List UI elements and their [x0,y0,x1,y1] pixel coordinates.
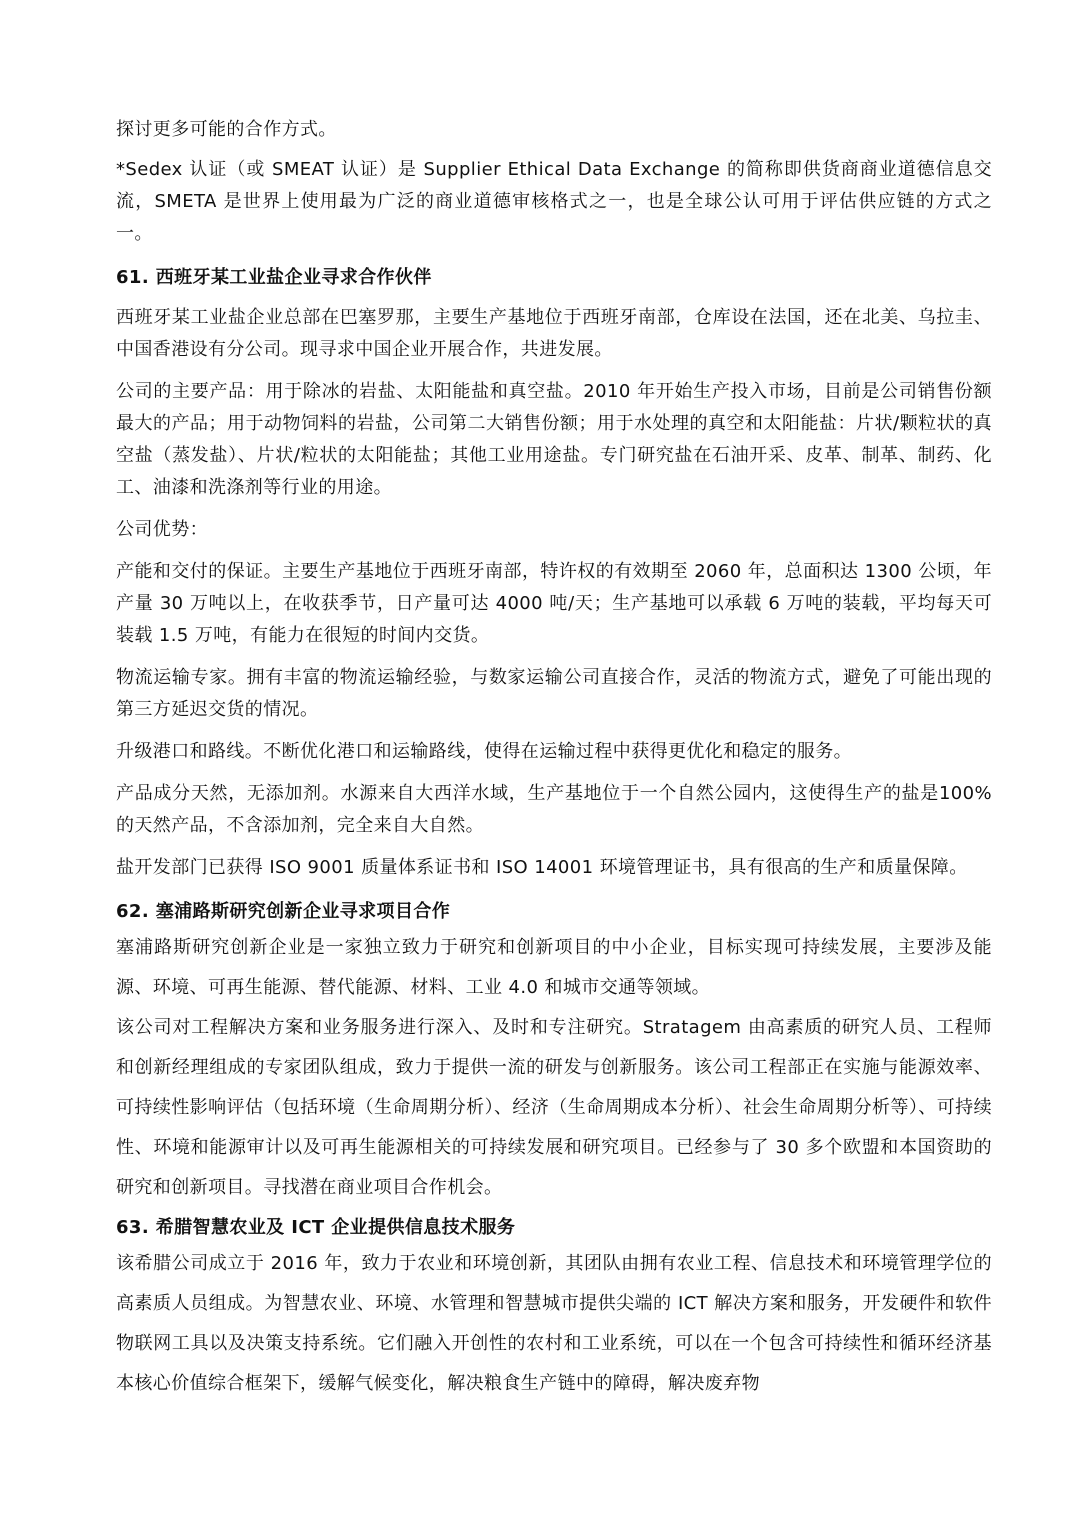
section-61-paragraph: 公司的主要产品：用于除冰的岩盐、太阳能盐和真空盐。2010 年开始生产投入市场，目前是公司销售份额最大的产品；用于动物饲料的岩盐，公司第二大销售份额；用于水处理的真空和太阳能盐：片状/颗粒状的真空盐（蒸发盐）、片状/粒状的太阳能盐；其他工业用途盐。专门研究盐在石油开采、皮革、制革、制药、化工、油漆和洗涤剂等行业的用途。 [116,381,992,498]
section-63-paragraph: 该希腊公司成立于 2016 年，致力于农业和环境创新，其团队由拥有农业工程、信息技术和环境管理学位的高素质人员组成。为智慧农业、环境、水管理和智慧城市提供尖端的 ICT 解决方案和服务，开发硬件和软件物联网工具以及决策支持系统。它们融入开创性的农村和工业系统，可以在一个包含可持续性和循环经济基本核心价值综合框架下，缓解气候变化，解决粮食生产链中的障碍，解决废弃物 [116,1253,992,1394]
section-61-paragraph: 产品成分天然，无添加剂。水源来自大西洋水域，生产基地位于一个自然公园内，这使得生产的盐是100%的天然产品，不含添加剂，完全来自大自然。 [116,783,992,836]
section-61-paragraph: 公司优势： [116,519,208,540]
section-61-paragraph: 盐开发部门已获得 ISO 9001 质量体系证书和 ISO 14001 环境管理证书，具有很高的生产和质量保障。 [116,857,968,878]
section-61-paragraph: 西班牙某工业盐企业总部在巴塞罗那，主要生产基地位于西班牙南部，仓库设在法国，还在北美、乌拉圭、中国香港设有分公司。现寻求中国企业开展合作，共进发展。 [116,307,992,360]
sedex-note: *Sedex 认证（或 SMEAT 认证）是 Supplier Ethical Data Exchange 的简称即供货商商业道德信息交流，SMETA 是世界上使用最为广泛的商业道德审核格式之一，也是全球公认可用于评估供应链的方式之一。 [116,159,992,244]
section-61-paragraph: 升级港口和路线。不断优化港口和运输路线，使得在运输过程中获得更优化和稳定的服务。 [116,741,852,762]
section-63-body [116,1244,992,1404]
document-page [116,114,992,1404]
intro-line: 探讨更多可能的合作方式。 [116,119,337,140]
section-63-heading: 63. 希腊智慧农业及 ICT 企业提供信息技术服务 [116,1217,516,1238]
section-62-body [116,928,992,1208]
section-62-heading: 62. 塞浦路斯研究创新企业寻求项目合作 [116,901,451,922]
section-62-paragraph: 该公司对工程解决方案和业务服务进行深入、及时和专注研究。Stratagem 由高素质的研究人员、工程师和创新经理组成的专家团队组成，致力于提供一流的研发与创新服务。该公司工程部正在实施与能源效率、可持续性影响评估（包括环境（生命周期分析）、经济（生命周期成本分析）、社会生命周期分析等）、可持续性、环境和能源审计以及可再生能源相关的可持续发展和研究项目。已经参与了 30 多个欧盟和本国资助的研究和创新项目。寻找潜在商业项目合作机会。 [116,1017,992,1198]
section-61-heading: 61. 西班牙某工业盐企业寻求合作伙伴 [116,267,432,288]
section-62-paragraph: 塞浦路斯研究创新企业是一家独立致力于研究和创新项目的中小企业，目标实现可持续发展，主要涉及能源、环境、可再生能源、替代能源、材料、工业 4.0 和城市交通等领域。 [116,937,992,998]
section-61-paragraph: 物流运输专家。拥有丰富的物流运输经验，与数家运输公司直接合作，灵活的物流方式，避免了可能出现的第三方延迟交货的情况。 [116,667,992,720]
section-61-paragraph: 产能和交付的保证。主要生产基地位于西班牙南部，特许权的有效期至 2060 年，总面积达 1300 公顷，年产量 30 万吨以上，在收获季节，日产量可达 4000 吨/天；生产基地可以承载 6 万吨的装载，平均每天可装载 1.5 万吨，有能力在很短的时间内交货。 [116,561,992,646]
